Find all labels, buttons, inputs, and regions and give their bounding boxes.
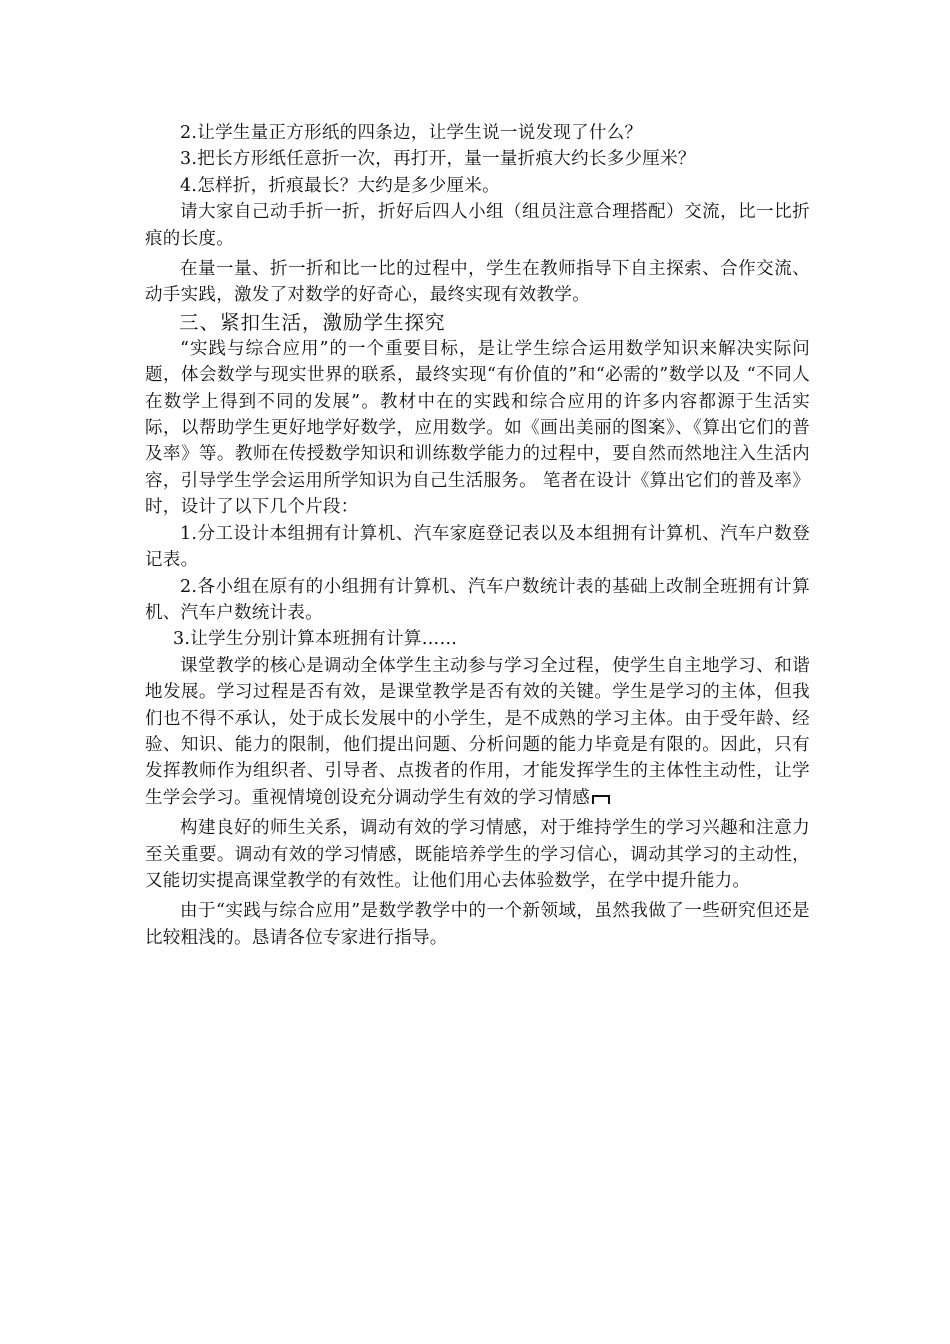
- paragraph-fold: 请大家自己动手折一折，折好后四人小组（组员注意合理搭配）交流，比一比折痕的长度。: [145, 202, 810, 249]
- list-item: 2.各小组在原有的小组拥有计算机、汽车户数统计表的基础上改制全班拥有计算机、汽车户数统计表。: [145, 576, 810, 623]
- paragraph-process: 在量一量、折一折和比一比的过程中，学生在教师指导下自主探索、合作交流、动手实践，激发了对数学的好奇心，最终实现有效教学。: [145, 259, 810, 306]
- document-body: [145, 120, 810, 951]
- list-item: 1.分工设计本组拥有计算机、汽车家庭登记表以及本组拥有计算机、汽车户数登记表。: [145, 523, 810, 571]
- list-item: 2.让学生量正方形纸的四条边，让学生说一说发现了什么？: [180, 123, 643, 143]
- section-heading: 三、紧扣生活，激励学生探究: [179, 310, 446, 334]
- edit-mark-icon: [592, 795, 610, 804]
- paragraph-core: [145, 653, 810, 811]
- paragraph-relation: 构建良好的师生关系，调动有效的学习情感，对于维持学生的学习兴趣和注意力至关重要。调动有效的学习情感，既能培养学生的学习信心，调动其学习的主动性，又能切实提高课堂教学的有效性。让他们用心去体验数学，在学中提升能力。: [145, 818, 810, 891]
- paragraph-goal: “实践与综合应用”的一个重要目标，是让学生综合运用数学知识来解决实际问题，体会数学与现实世界的联系，最终实现“有价值的”和“必需的”数学以及 “不同人在数学上得到不同的发展”。教材中在的实践和综合应用的许多内容都源于生活实际，以帮助学生更好地学好数学，应用数学。如《画出美丽的图案》、《算出它们的普及率》等。教师在传授数学知识和训练数学能力的过程中，要自然而然地注入生活内容，引导学生学会运用所学知识为自己生活服务。 笔者在设计《算出它们的普及率》时，设计了以下几个片段：: [145, 338, 810, 518]
- list-item: 3.把长方形纸任意折一次，再打开，量一量折痕大约长多少厘米？: [180, 149, 696, 170]
- list-item: 3.让学生分别计算本班拥有计算……: [173, 629, 458, 650]
- paragraph-closing: 由于“实践与综合应用”是数学教学中的一个新领域，虽然我做了一些研究但还是比较粗浅的。恳请各位专家进行指导。: [145, 901, 810, 948]
- list-item: 4.怎样折，折痕最长？大约是多少厘米。: [180, 175, 500, 196]
- paragraph-core-text: 课堂教学的核心是调动全体学生主动参与学习全过程，使学生自主地学习、和谐地发展。学习过程是否有效，是课堂教学是否有效的关键。学生是学习的主体，但我们也不得不承认，处于成长发展中的小学生，是不成熟的学习主体。由于受年龄、经验、知识、能力的限制，他们提出问题、分析问题的能力毕竟是有限的。因此，只有发挥教师作为组织者、引导者、点拨者的作用，才能发挥学生的主体性主动性，让学生学会学习。重视情境创设充分调动学生有效的学习情感: [145, 655, 810, 808]
